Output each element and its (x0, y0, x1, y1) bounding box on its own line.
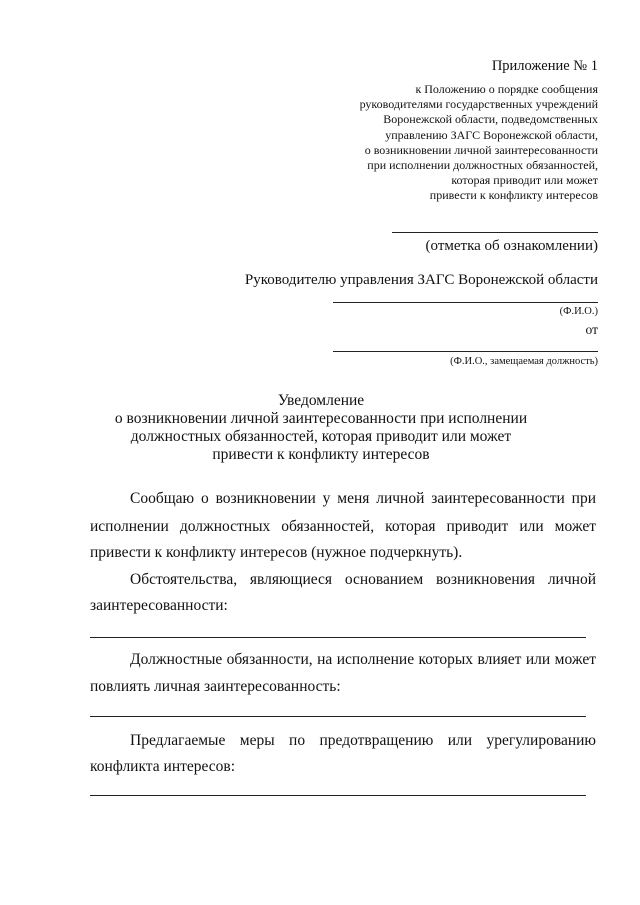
appendix-line: управлению ЗАГС Воронежской области, (385, 127, 598, 142)
appendix-line: при исполнении должностных обязанностей, (367, 158, 598, 173)
p3-line-2: повлиять личная заинтересованность: (90, 678, 341, 695)
appendix-title: Приложение № 1 (491, 58, 598, 74)
p4-line-2: конфликта интересов: (90, 758, 236, 775)
appendix-line: Воронежской области, подведомственных (383, 112, 598, 127)
p1-line-3: привести к конфликту интересов (нужное подчеркнуть). (90, 544, 463, 561)
addressee-to: Руководителю управления ЗАГС Воронежской области (244, 272, 598, 288)
p3-fill-line (90, 716, 586, 717)
sender-line (333, 351, 598, 352)
appendix-line: о возникновении личной заинтересованности (364, 142, 598, 157)
appendix-line: руководителями государственных учреждений (359, 97, 598, 112)
notice-subtitle-line: привести к конфликту интересов (212, 446, 430, 463)
addressee-from: от (585, 322, 598, 337)
p2-line-2: заинтересованности: (90, 597, 228, 614)
appendix-reference (360, 82, 598, 204)
notice-title: Уведомление (277, 392, 365, 409)
addressee-fio-line (333, 302, 598, 303)
addressee-fio-caption: (Ф.И.О.) (559, 306, 598, 317)
p2-line-1: Обстоятельства, являющиеся основанием возникновения личной (130, 571, 596, 588)
notice-subtitle-line: должностных обязанностей, которая приводит или может (130, 428, 512, 445)
p2-fill-line (90, 637, 586, 638)
appendix-line: к Положению о порядке сообщения (415, 82, 598, 96)
p1-line-1: Сообщаю о возникновении у меня личной заинтересованности при (130, 490, 596, 507)
acknowledgement-line (392, 232, 598, 233)
appendix-line: которая приводит или может (451, 173, 598, 188)
sender-caption: (Ф.И.О., замещаемая должность) (450, 356, 598, 367)
p3-line-1: Должностные обязанности, на исполнение которых влияет или может (130, 651, 596, 668)
p1-line-2: исполнении должностных обязанностей, которая приводит или может (90, 518, 596, 535)
notice-subtitle-line: о возникновении личной заинтересованности при исполнении (114, 410, 528, 427)
p4-fill-line (90, 795, 586, 796)
notice-heading (44, 392, 598, 464)
p4-line-1: Предлагаемые меры по предотвращению или урегулированию (130, 732, 596, 749)
appendix-line: привести к конфликту интересов (429, 188, 598, 203)
acknowledgement-caption: (отметка об ознакомлении) (425, 238, 598, 254)
